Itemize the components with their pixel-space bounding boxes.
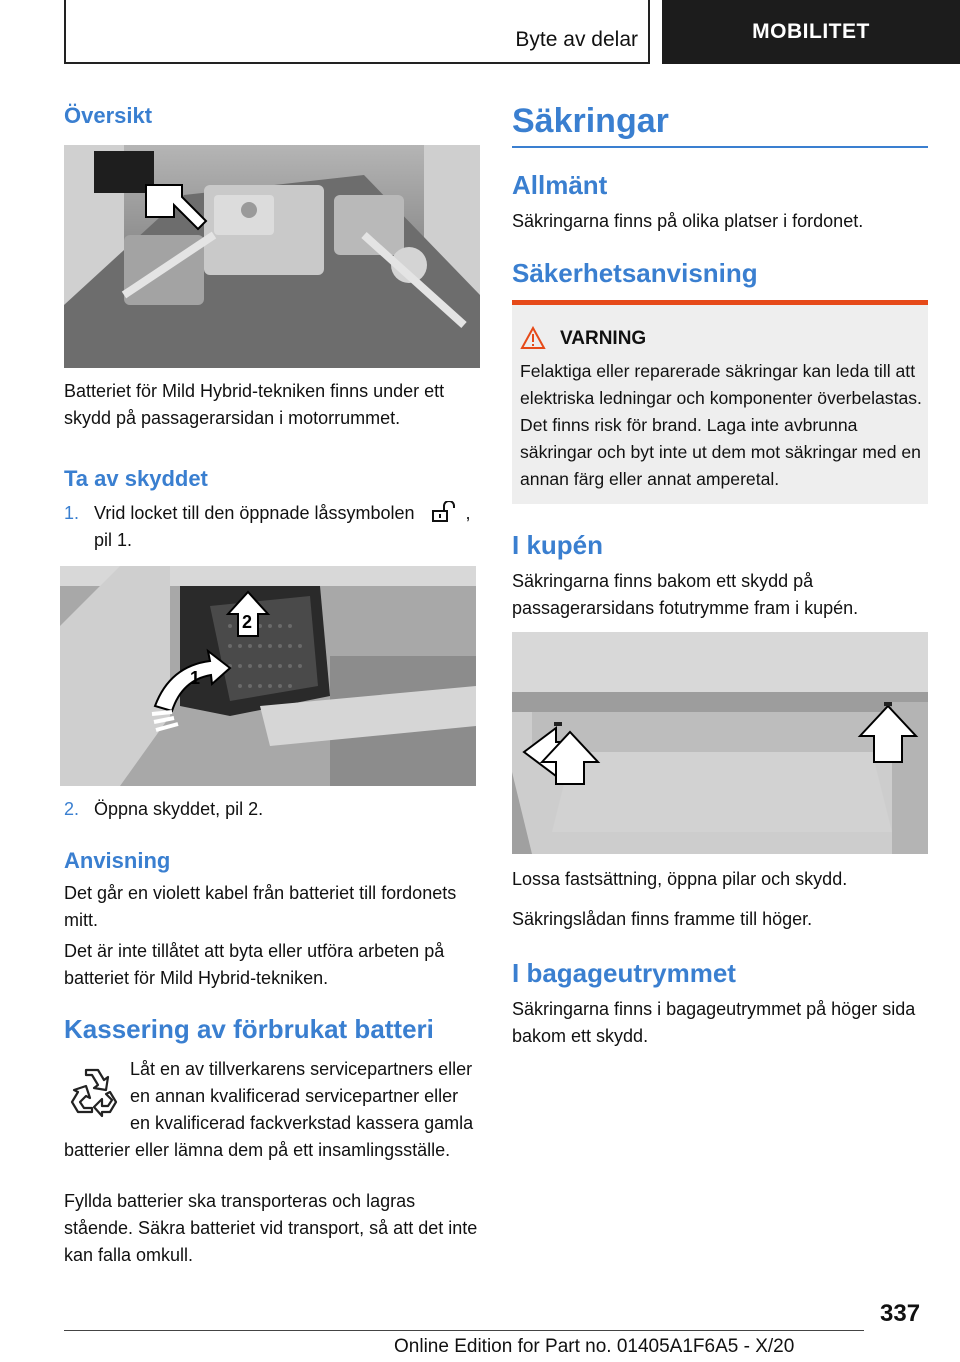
engine-bay-photo xyxy=(64,145,480,368)
warning-triangle-icon xyxy=(520,326,546,350)
battery-cover-photo xyxy=(60,566,476,786)
disposal-heading: Kassering av förbrukat batteri xyxy=(64,1014,434,1044)
step-2 xyxy=(64,796,480,823)
title-rule xyxy=(512,146,928,148)
step-2-number: 2. xyxy=(64,799,80,819)
step-2-text: Öppna skyddet, pil 2. xyxy=(94,799,264,819)
overview-heading: Översikt xyxy=(64,103,153,128)
step-1-text-b: , xyxy=(465,503,471,523)
cabin-footwell-illustration xyxy=(512,632,928,854)
disposal-paragraph-1 xyxy=(64,1056,480,1164)
header-chapter-tab[interactable] xyxy=(662,0,960,64)
unlocked-lock-icon xyxy=(430,501,456,523)
cabin-text: Säkringarna finns bakom ett skydd på passagerarsidans fotutrymme fram i kupén. xyxy=(512,571,859,618)
warning-label: VARNING xyxy=(560,328,647,349)
step-1-text-c: pil 1. xyxy=(94,530,133,550)
note-heading: Anvisning xyxy=(64,848,171,873)
warning-text: Felaktiga eller reparerade säkringar kan leda till att elektriska ledningar och komponenter överbelastas. Det finns risk för brand. Laga inte avbrunna säkringar och byt inte ut dem mot säkringar med en annan färg eller annat amperetal. xyxy=(520,361,922,489)
page-number: 337 xyxy=(880,1300,921,1327)
step-1-number: 1. xyxy=(64,503,80,523)
fusebox-text: Säkringslådan finns framme till höger. xyxy=(512,909,813,929)
step-1 xyxy=(64,500,480,554)
cabin-heading: I kupén xyxy=(512,530,604,560)
arrow-2-label: 2 xyxy=(242,612,253,632)
trunk-heading: I bagageutrymmet xyxy=(512,958,736,988)
step-1-text-a: Vrid locket till den öppnade låssymbolen xyxy=(94,503,415,523)
chapter-label: MOBILITET xyxy=(752,20,870,43)
trunk-text: Säkringarna finns i bagageutrymmet på höger sida bakom ett skydd. xyxy=(512,999,916,1046)
battery-cover-illustration xyxy=(60,566,476,786)
safety-heading: Säkerhetsanvisning xyxy=(512,258,758,288)
arrow-1-label: 1 xyxy=(190,668,201,688)
note-paragraph-1: Det går en violett kabel från batteriet till fordonets mitt. xyxy=(64,883,457,930)
engine-bay-illustration xyxy=(64,145,480,368)
cabin-caption: Lossa fastsättning, öppna pilar och skydd. xyxy=(512,869,848,889)
footer-edition: Online Edition for Part no. 01405A1F6A5 - X/20 xyxy=(394,1336,795,1357)
disposal-paragraph-2: Fyllda batterier ska transporteras och lagras stående. Säkra batteriet vid transport, så att det inte kan falla omkull. xyxy=(64,1191,478,1265)
header-section-title: Byte av delar xyxy=(515,28,638,51)
general-heading: Allmänt xyxy=(512,170,608,200)
footer-rule xyxy=(64,1330,864,1331)
note-paragraph-2: Det är inte tillåtet att byta eller utföra arbeten på batteriet för Mild Hybrid-tekniken. xyxy=(64,941,445,988)
general-text: Säkringarna finns på olika platser i fordonet. xyxy=(512,211,864,231)
remove-cover-heading: Ta av skyddet xyxy=(64,466,208,491)
overview-caption: Batteriet för Mild Hybrid-tekniken finns under ett skydd på passagerarsidan i motorrummet. xyxy=(64,381,445,428)
fuses-title: Säkringar xyxy=(512,102,669,140)
disposal-paragraph-1-text: Låt en av tillverkarens servicepartners eller en annan kvalificerad servicepartner eller en kvalificerad fackverkstad kassera gamla batterier eller lämna dem på ett insamlingsställe. xyxy=(64,1059,474,1160)
cabin-footwell-photo xyxy=(512,632,928,854)
